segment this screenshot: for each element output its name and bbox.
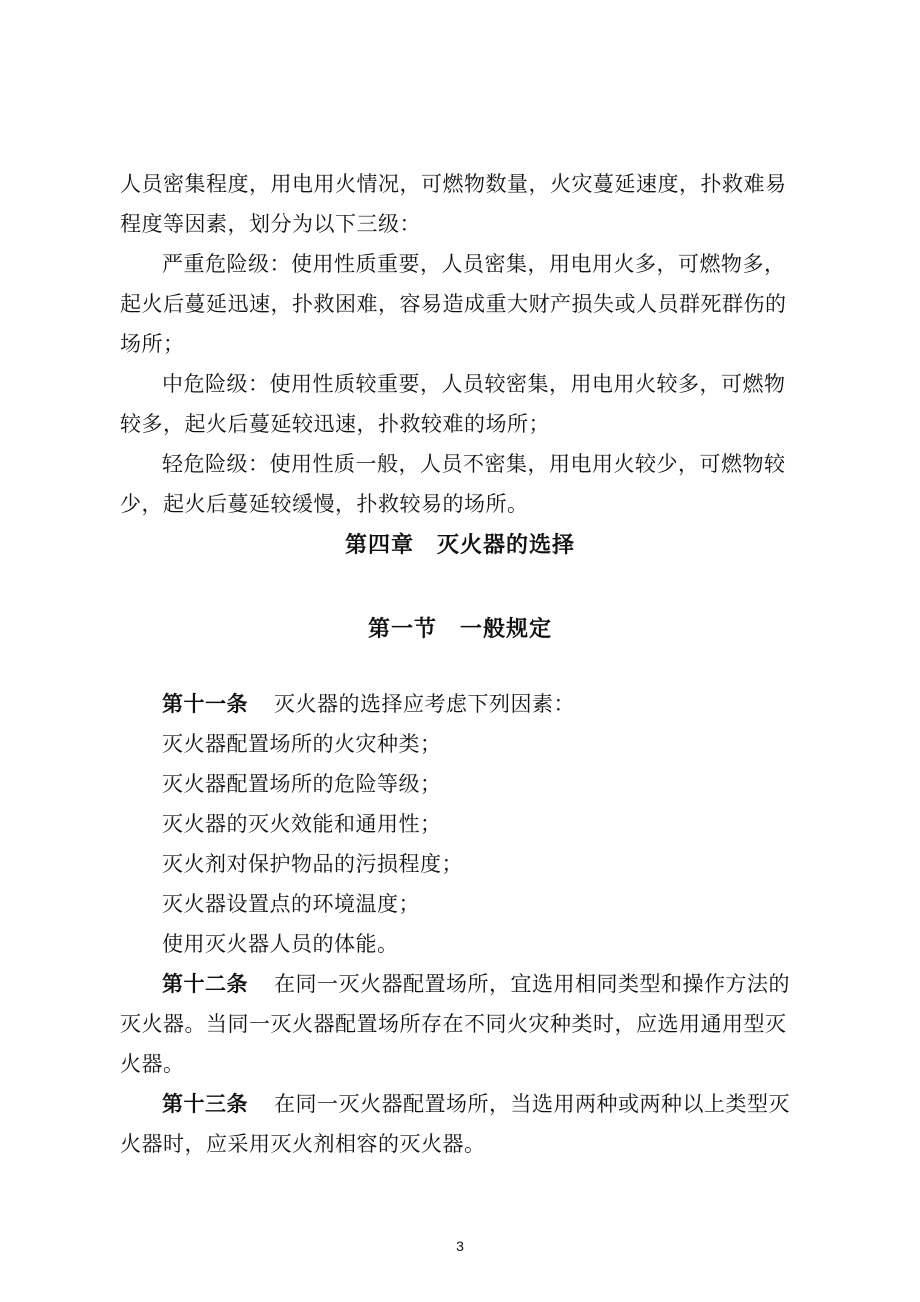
article-11-text: 灭火器的选择应考虑下列因素： — [274, 692, 575, 716]
article-12 — [120, 964, 802, 1084]
paragraph-intro: 人员密集程度，用电用火情况，可燃物数量，火灾蔓延速度，扑救难易程度等因素，划分为以下三级： — [120, 172, 787, 236]
hazard-levels-block — [120, 164, 802, 524]
paragraph-severe-hazard: 严重危险级：使用性质重要，人员密集，用电用火多，可燃物多，起火后蔓延迅速，扑救困难，容易造成重大财产损失或人员群死群伤的场所； — [120, 252, 787, 356]
article-13-head: 第十三条 — [162, 1092, 248, 1116]
section-title: 第一节 一般规定 — [367, 617, 552, 642]
chapter-title: 第四章 灭火器的选择 — [344, 533, 575, 558]
article-11-item: 灭火器配置场所的危险等级； — [162, 772, 442, 796]
article-11-item: 灭火器设置点的环境温度； — [162, 892, 420, 916]
paragraph-light-hazard: 轻危险级：使用性质一般，人员不密集，用电用火较少，可燃物较少，起火后蔓延较缓慢，扑救较易的场所。 — [120, 452, 786, 516]
article-11-head: 第十一条 — [162, 692, 248, 716]
article-11 — [120, 684, 802, 724]
articles-block — [120, 684, 802, 1164]
article-13 — [120, 1084, 802, 1164]
article-11-item: 灭火器的灭火效能和通用性； — [162, 812, 442, 836]
article-11-item: 灭火剂对保护物品的污损程度； — [162, 852, 463, 876]
article-11-item: 灭火器配置场所的火灾种类； — [162, 732, 442, 756]
page-number: 3 — [456, 1238, 464, 1254]
article-12-head: 第十二条 — [162, 972, 248, 996]
article-12-text: 在同一灭火器配置场所，宜选用相同类型和操作方法的灭火器。当同一灭火器配置场所存在不同火灾种类时，应选用通用型灭火器。 — [120, 972, 790, 1076]
paragraph-medium-hazard: 中危险级：使用性质较重要，人员较密集，用电用火较多，可燃物较多，起火后蔓延较迅速，扑救较难的场所； — [120, 372, 786, 436]
article-11-item: 使用灭火器人员的体能。 — [162, 932, 399, 956]
article-13-text: 在同一灭火器配置场所，当选用两种或两种以上类型灭火器时，应采用灭火剂相容的灭火器。 — [120, 1092, 790, 1156]
